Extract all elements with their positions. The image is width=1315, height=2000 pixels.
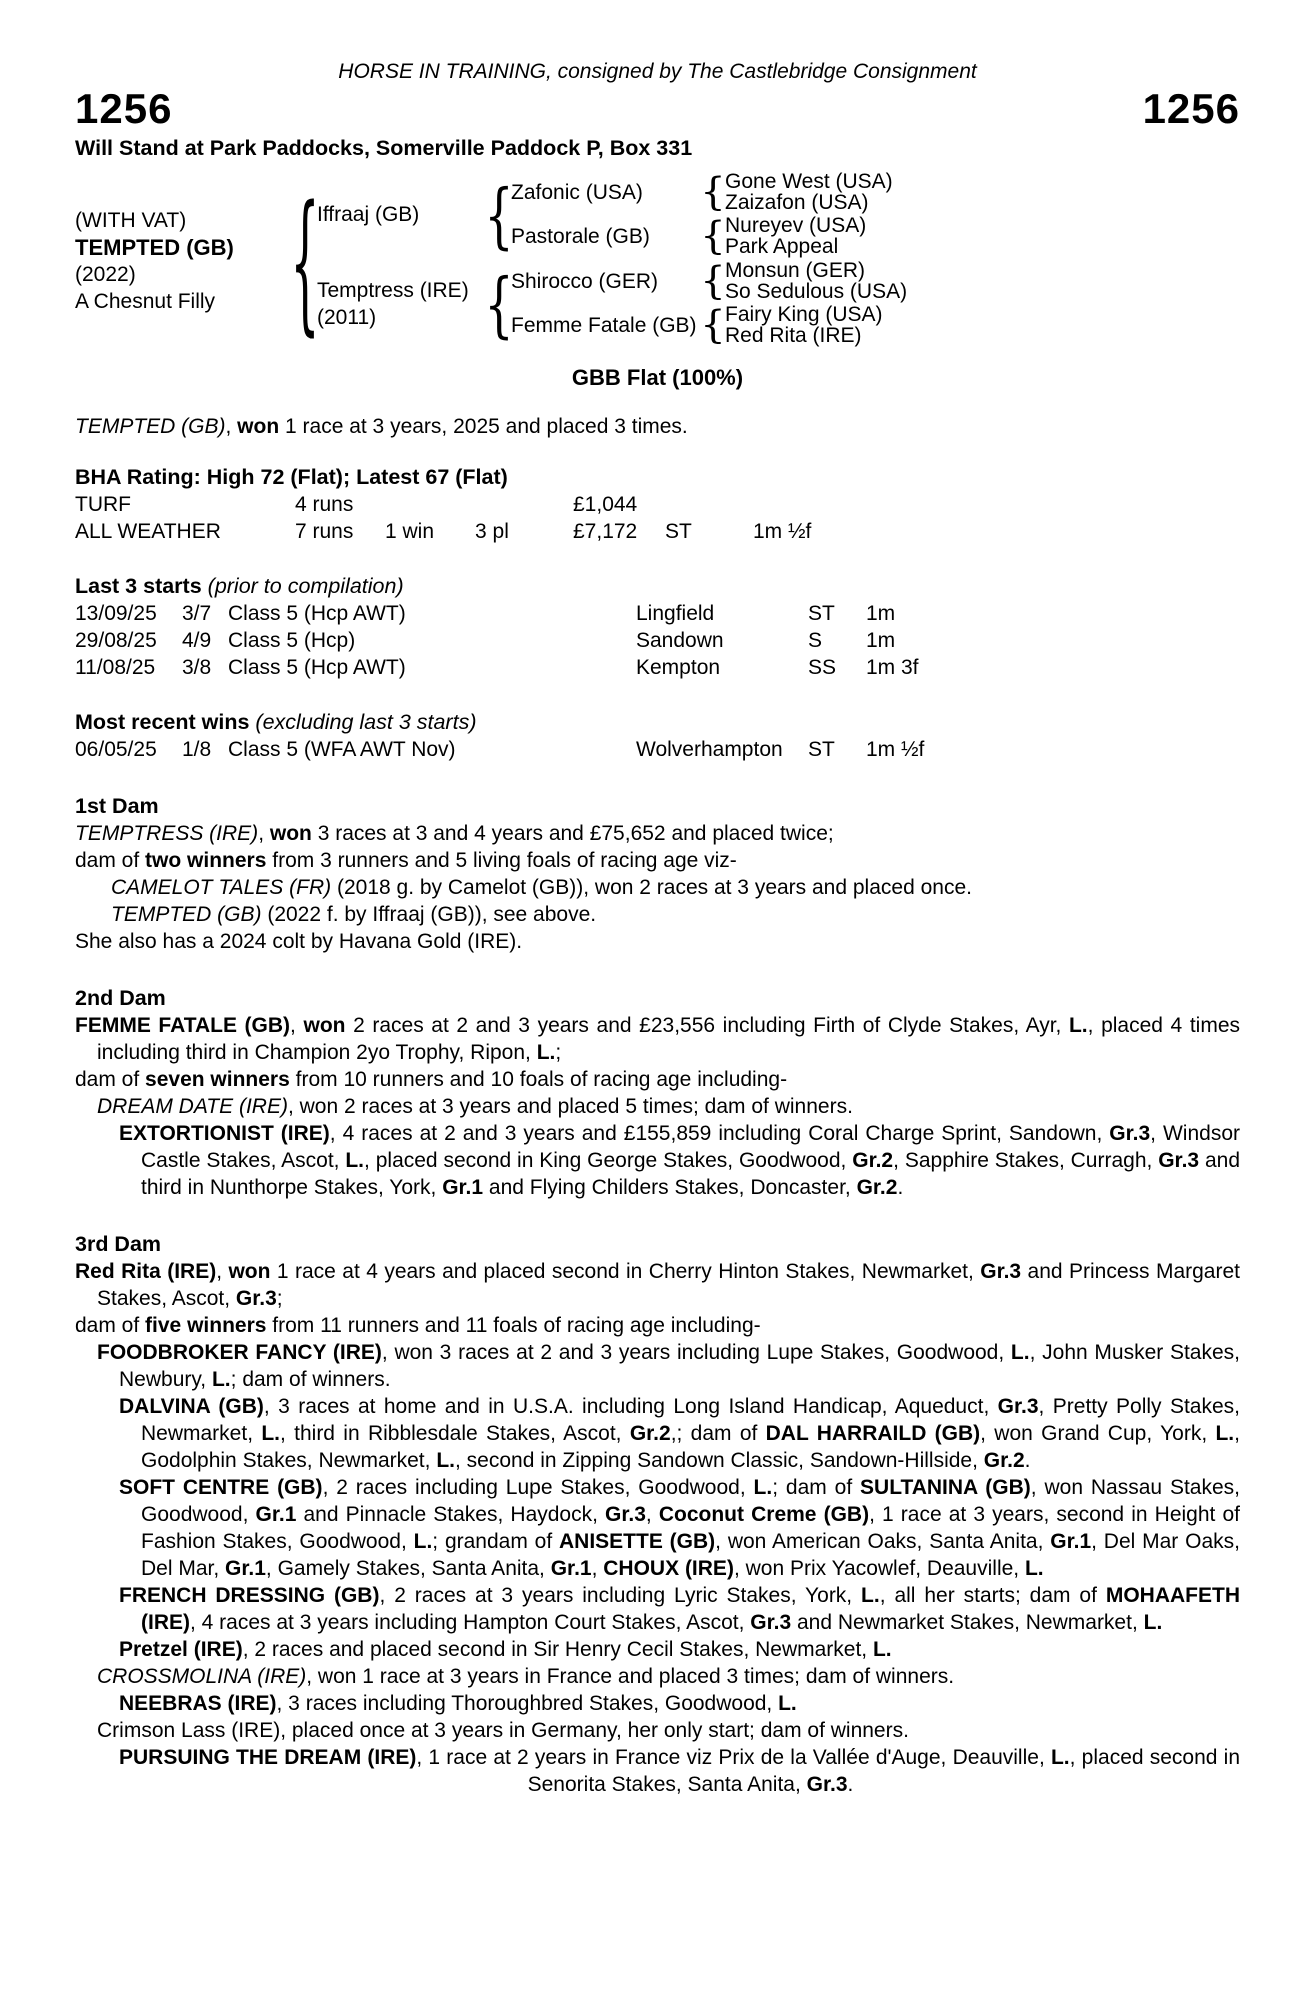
horse-info: [75, 170, 293, 352]
surface-label: TURF: [75, 493, 131, 516]
dam-name: [317, 259, 487, 348]
vat-note: (WITH VAT): [75, 209, 187, 232]
race-distance: 1m ½f: [866, 738, 925, 761]
runs-value: 4 runs: [295, 493, 354, 516]
sire-branch: [317, 170, 1240, 259]
first-dam-section: [75, 793, 1240, 955]
going-code: ST: [808, 738, 835, 761]
sire-name-text: Iffraaj (GB): [317, 203, 420, 226]
section-title-text: Last 3 starts: [75, 574, 202, 598]
pedigree-table: [75, 170, 1240, 352]
recent-wins-section: [75, 709, 1240, 763]
places-value: 3 pl: [475, 520, 509, 543]
race-distance: 1m: [866, 602, 896, 625]
places-value: [475, 491, 573, 518]
sire-dam-name: Pastorale (GB): [511, 224, 650, 248]
section-subtitle: (prior to compilation): [207, 574, 404, 598]
race-distance: 1m 3f: [866, 656, 919, 679]
finish-position: 1/8: [182, 738, 212, 761]
ancestor-name: Park Appeal: [725, 235, 839, 258]
pedigree-paragraph: dam of five winners from 11 runners and 11 foals of racing age including-: [75, 1314, 761, 1337]
dam-sire-branch: [511, 259, 1240, 303]
horse-description: A Chesnut Filly: [75, 290, 216, 313]
ancestor-name: Nureyev (USA): [725, 213, 867, 237]
table-row: [75, 518, 1240, 545]
section-subtitle: (excluding last 3 starts): [255, 710, 477, 734]
ancestor-name: So Sedulous (USA): [725, 280, 908, 303]
race-class: Class 5 (Hcp): [228, 629, 356, 652]
last-starts-section: [75, 573, 1240, 681]
brace-icon: {: [700, 303, 726, 347]
pedigree-paragraph: DREAM DATE (IRE), won 2 races at 3 years and placed 5 times; dam of winners.: [97, 1095, 853, 1118]
race-date: 13/09/25: [75, 602, 157, 625]
lot-number-left: 1256: [75, 85, 173, 132]
horse-name: TEMPTED (GB): [75, 235, 234, 260]
ancestor-name: Red Rita (IRE): [725, 324, 862, 347]
ancestor-name: Fairy King (USA): [725, 302, 883, 326]
pedigree-paragraph: EXTORTIONIST (IRE), 4 races at 2 and 3 years and £155,859 including Coral Charge Sprint, Sandown, Gr.3, Windsor Castle Stakes, Ascot, L., placed second in King George Stakes, Goodwood, Gr.2, Sapphire Stakes, Curragh, Gr.3 and third in Nunthorpe Stakes, York, Gr.1 and Flying Childers Stakes, Doncaster, Gr.2.: [119, 1122, 1241, 1199]
earnings-value: £1,044: [573, 493, 638, 516]
consignment-header: HORSE IN TRAINING, consigned by The Castlebridge Consignment: [338, 60, 977, 83]
pedigree-paragraph: TEMPTED (GB) (2022 f. by Iffraaj (GB)), see above.: [111, 903, 597, 926]
wins-value: 1 win: [385, 520, 435, 543]
table-row: [75, 736, 1240, 763]
pedigree-paragraph: NEEBRAS (IRE), 3 races including Thoroughbred Stakes, Goodwood, L.: [119, 1692, 797, 1715]
dam-dam-branch: [511, 303, 1240, 347]
section-title: [75, 573, 1240, 600]
distance-value: [753, 491, 1240, 518]
pedigree-paragraph: dam of two winners from 3 runners and 5 living foals of racing age viz-: [75, 849, 737, 872]
horse-year: (2022): [75, 263, 136, 286]
second-dam-section: [75, 985, 1240, 1201]
bha-rating: BHA Rating: High 72 (Flat); Latest 67 (Flat): [75, 465, 508, 489]
brace-icon: {: [700, 214, 726, 258]
pedigree-generations: [317, 170, 1240, 352]
lot-number-right: 1256: [1142, 85, 1240, 132]
race-date: 06/05/25: [75, 738, 157, 761]
table-row: [75, 627, 1240, 654]
racecourse: Wolverhampton: [636, 738, 783, 761]
pedigree-paragraph: CAMELOT TALES (FR) (2018 g. by Camelot (GB)), won 2 races at 3 years and placed once.: [111, 876, 972, 899]
race-class: Class 5 (Hcp AWT): [228, 656, 406, 679]
pedigree-paragraph: Pretzel (IRE), 2 races and placed second in Sir Henry Cecil Stakes, Newmarket, L.: [119, 1638, 892, 1661]
pedigree-paragraph: TEMPTRESS (IRE), won 3 races at 3 and 4 years and £75,652 and placed twice;: [75, 822, 834, 845]
runs-value: 7 runs: [295, 520, 354, 543]
brace-icon: {: [290, 171, 320, 351]
section-title: 3rd Dam: [75, 1232, 162, 1256]
table-row: [75, 654, 1240, 681]
finish-position: 4/9: [182, 629, 212, 652]
surface-label: ALL WEATHER: [75, 520, 221, 543]
ancestor-name: Monsun (GER): [725, 258, 866, 282]
brace-icon: {: [484, 172, 514, 257]
dam-name-text: Temptress (IRE): [317, 278, 469, 302]
pedigree-paragraph: Red Rita (IRE), won 1 race at 4 years and placed second in Cherry Hinton Stakes, Newmarket, Gr.3 and Princess Margaret Stakes, Ascot, Gr.3;: [75, 1260, 1240, 1310]
race-date: 11/08/25: [75, 656, 156, 679]
table-row: [75, 491, 1240, 518]
finish-position: 3/7: [182, 602, 212, 625]
pedigree-paragraph: PURSUING THE DREAM (IRE), 1 race at 2 years in France viz Prix de la Vallée d'Auge, Deauville, L., placed second in Senorita Stakes, Santa Anita, Gr.3.: [119, 1746, 1240, 1796]
gbb-scheme-note: GBB Flat (100%): [571, 365, 744, 390]
racecourse: Kempton: [636, 656, 721, 679]
race-class: Class 5 (WFA AWT Nov): [228, 738, 456, 761]
dam-branch: [317, 259, 1240, 348]
table-row: [75, 600, 1240, 627]
distance-value: 1m ½f: [753, 520, 812, 543]
going-code: ST: [808, 602, 835, 625]
brace-icon: {: [700, 170, 726, 214]
pedigree-paragraph: She also has a 2024 colt by Havana Gold (IRE).: [75, 930, 523, 953]
lot-number-row: [75, 87, 1240, 131]
brace-icon: {: [700, 259, 726, 303]
sire-dam-branch: [511, 214, 1240, 258]
record-table: [75, 491, 1240, 545]
going-code: SS: [808, 656, 837, 679]
pedigree-paragraph: DALVINA (GB), 3 races at home and in U.S.A. including Long Island Handicap, Aqueduct, Gr.3, Pretty Polly Stakes, Newmarket, L., third in Ribblesdale Stakes, Ascot, Gr.2,; dam of DAL HARRAILD (GB), won Grand Cup, York, L., Godolphin Stakes, Newmarket, L., second in Zipping Sandown Classic, Sandown-Hillside, Gr.2.: [119, 1395, 1240, 1472]
going-value: [665, 491, 753, 518]
race-distance: 1m: [866, 629, 896, 652]
sire-name: [317, 170, 487, 259]
wins-value: [385, 491, 475, 518]
pedigree-paragraph: CROSSMOLINA (IRE), won 1 race at 3 years in France and placed 3 times; dam of winners.: [97, 1665, 955, 1688]
pedigree-paragraph: dam of seven winners from 10 runners and 10 foals of racing age including-: [75, 1068, 788, 1091]
dam-sire-name: Shirocco (GER): [511, 269, 659, 293]
stand-location: Will Stand at Park Paddocks, Somerville Paddock P, Box 331: [75, 136, 693, 160]
pedigree-paragraph: FRENCH DRESSING (GB), 2 races at 3 years including Lyric Stakes, York, L., all her starts; dam of MOHAAFETH (IRE), 4 races at 3 years including Hampton Court Stakes, Ascot, Gr.3 and Newmarket Stakes, Newmarket, L.: [119, 1584, 1240, 1634]
section-title-text: Most recent wins: [75, 710, 250, 734]
racecourse: Lingfield: [636, 602, 715, 625]
pedigree-paragraph: Crimson Lass (IRE), placed once at 3 years in Germany, her only start; dam of winners.: [97, 1719, 909, 1742]
going-value: ST: [665, 520, 692, 543]
race-summary: TEMPTED (GB), won 1 race at 3 years, 2025 and placed 3 times.: [75, 415, 688, 438]
racecourse: Sandown: [636, 629, 724, 652]
pedigree-paragraph: FEMME FATALE (GB), won 2 races at 2 and 3 years and £23,556 including Firth of Clyde Stakes, Ayr, L., placed 4 times including third in Champion 2yo Trophy, Ripon, L.;: [75, 1014, 1241, 1064]
race-date: 29/08/25: [75, 629, 157, 652]
brace-icon: {: [484, 261, 514, 346]
ancestor-name: Gone West (USA): [725, 169, 893, 193]
dam-year: (2011): [317, 305, 377, 329]
finish-position: 3/8: [182, 656, 212, 679]
third-dam-section: [75, 1231, 1240, 1798]
section-title: [75, 709, 1240, 736]
ancestor-name: Zaizafon (USA): [725, 191, 869, 214]
dam-dam-name: Femme Fatale (GB): [511, 313, 697, 337]
pedigree-paragraph: FOODBROKER FANCY (IRE), won 3 races at 2 and 3 years including Lupe Stakes, Goodwood, L., John Musker Stakes, Newbury, L.; dam of winners.: [97, 1341, 1240, 1391]
pedigree-paragraph: SOFT CENTRE (GB), 2 races including Lupe Stakes, Goodwood, L.; dam of SULTANINA (GB), won Nassau Stakes, Goodwood, Gr.1 and Pinnacle Stakes, Haydock, Gr.3, Coconut Creme (GB), 1 race at 3 years, second in Height of Fashion Stakes, Goodwood, L.; grandam of ANISETTE (GB), won American Oaks, Santa Anita, Gr.1, Del Mar Oaks, Del Mar, Gr.1, Gamely Stakes, Santa Anita, Gr.1, CHOUX (IRE), won Prix Yacowlef, Deauville, L.: [119, 1476, 1240, 1580]
race-class: Class 5 (Hcp AWT): [228, 602, 406, 625]
sire-sire-branch: [511, 170, 1240, 214]
section-title: 1st Dam: [75, 794, 159, 818]
section-title: 2nd Dam: [75, 986, 166, 1010]
earnings-value: £7,172: [573, 520, 638, 543]
going-code: S: [808, 629, 823, 652]
sire-sire-name: Zafonic (USA): [511, 180, 643, 204]
